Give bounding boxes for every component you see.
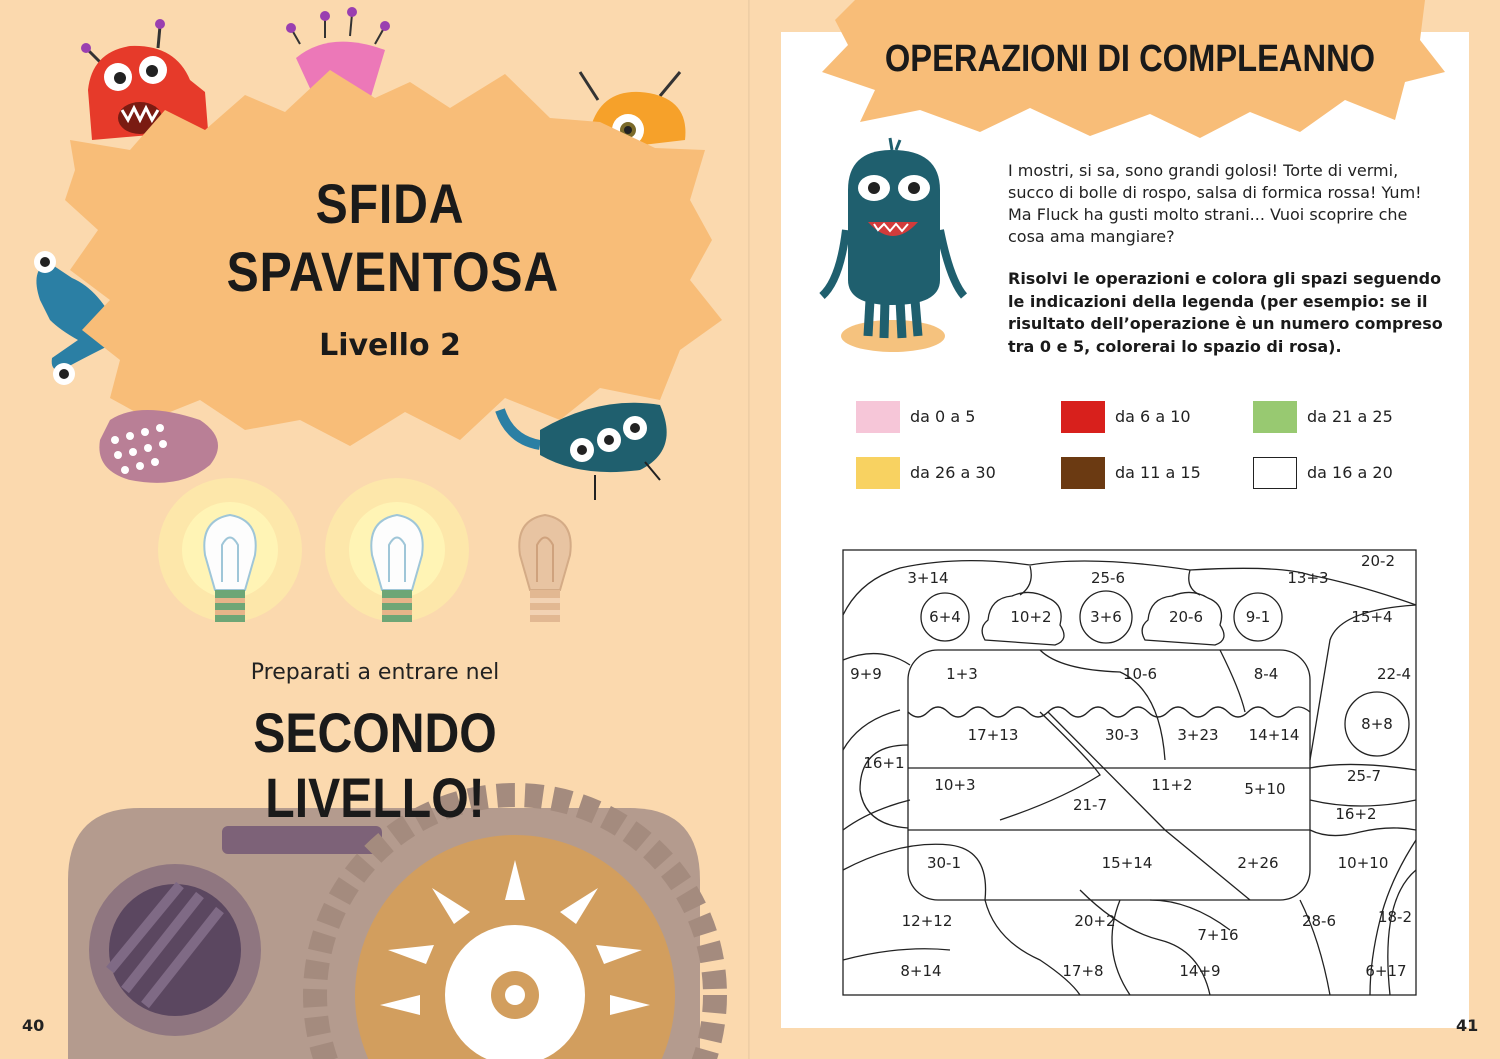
next-level-heading: SECONDO LIVELLO! (253, 701, 497, 829)
puzzle-operation: 5+10 (1244, 780, 1286, 798)
puzzle-operation: 12+12 (901, 912, 953, 930)
puzzle-operation: 3+14 (907, 569, 949, 587)
title-line-2: SPAVENTOSA (226, 240, 560, 303)
legend-swatch (856, 401, 900, 433)
legend-label: da 16 a 20 (1307, 463, 1393, 482)
puzzle-operation: 9-1 (1245, 608, 1271, 626)
puzzle-operation: 17+13 (967, 726, 1019, 744)
puzzle-operation: 15+4 (1351, 608, 1393, 626)
puzzle-operation: 18-2 (1377, 908, 1413, 926)
puzzle-operation: 8+14 (900, 962, 942, 980)
left-page-number: 40 (22, 1016, 45, 1035)
puzzle-operation: 8-4 (1253, 665, 1279, 683)
puzzle-operation: 7+16 (1197, 926, 1239, 944)
puzzle-operation: 6+17 (1365, 962, 1407, 980)
puzzle-operation: 6+4 (929, 608, 961, 626)
title-line-1: SFIDA (315, 172, 465, 235)
legend-label: da 21 a 25 (1307, 407, 1393, 426)
legend-label: da 26 a 30 (910, 463, 996, 482)
fluck-monster-illustration (822, 138, 964, 352)
legend-swatch (856, 457, 900, 489)
puzzle-operation: 14+9 (1179, 962, 1221, 980)
legend-label: da 11 a 15 (1115, 463, 1201, 482)
puzzle-operation: 20+2 (1074, 912, 1116, 930)
legend-swatch (1061, 457, 1105, 489)
puzzle-operation: 13+3 (1287, 569, 1329, 587)
puzzle-operation: 10+3 (934, 776, 976, 794)
right-page-number: 41 (1456, 1016, 1479, 1035)
puzzle-operation: 20-2 (1360, 552, 1396, 570)
puzzle-operation: 10-6 (1122, 665, 1158, 683)
puzzle-operation: 15+14 (1101, 854, 1153, 872)
puzzle-operation: 16+1 (863, 754, 905, 772)
puzzle-operation: 9+9 (850, 665, 882, 683)
puzzle-operation: 2+26 (1237, 854, 1279, 872)
puzzle-operation: 25-6 (1090, 569, 1126, 587)
puzzle-operation: 8+8 (1361, 715, 1393, 733)
puzzle-operation: 22-4 (1376, 665, 1412, 683)
legend-swatch (1253, 401, 1297, 433)
legend-swatch (1253, 457, 1297, 489)
puzzle-operation: 21-7 (1072, 796, 1108, 814)
legend-swatch (1061, 401, 1105, 433)
puzzle-operation: 1+3 (946, 665, 978, 683)
right-page-title: OPERAZIONI DI COMPLEANNO (884, 38, 1376, 80)
puzzle-operation: 16+2 (1335, 805, 1377, 823)
puzzle-operation: 10+2 (1010, 608, 1052, 626)
legend-label: da 0 a 5 (910, 407, 976, 426)
puzzle-operation: 3+23 (1177, 726, 1219, 744)
legend-label: da 6 a 10 (1115, 407, 1191, 426)
puzzle-operation: 10+10 (1337, 854, 1389, 872)
puzzle-operation: 17+8 (1062, 962, 1104, 980)
puzzle-operation: 3+6 (1090, 608, 1122, 626)
puzzle-operation: 14+14 (1248, 726, 1300, 744)
level-label: Livello 2 (319, 328, 461, 363)
puzzle-operation: 11+2 (1151, 776, 1193, 794)
puzzle-operation: 30-1 (926, 854, 962, 872)
puzzle-operation: 30-3 (1104, 726, 1140, 744)
puzzle-operation: 25-7 (1346, 767, 1382, 785)
instructions-text: Risolvi le operazioni e colora gli spazi seguendo le indicazioni della legenda (per esempio: se il risultato dell’operazione è un numero compreso tra 0 e 5, colorerai lo spazio di rosa). (1008, 269, 1443, 356)
intro-text: I mostri, si sa, sono grandi golosi! Torte di vermi, succo di bolle di rospo, salsa di formica rossa! Yum! Ma Fluck ha gusti molto strani... Vuoi scoprire che cosa ama mangiare? (1008, 161, 1422, 246)
puzzle-operation: 20-6 (1168, 608, 1204, 626)
puzzle-operation: 28-6 (1301, 912, 1337, 930)
prep-text: Preparati a entrare nel (250, 660, 500, 685)
